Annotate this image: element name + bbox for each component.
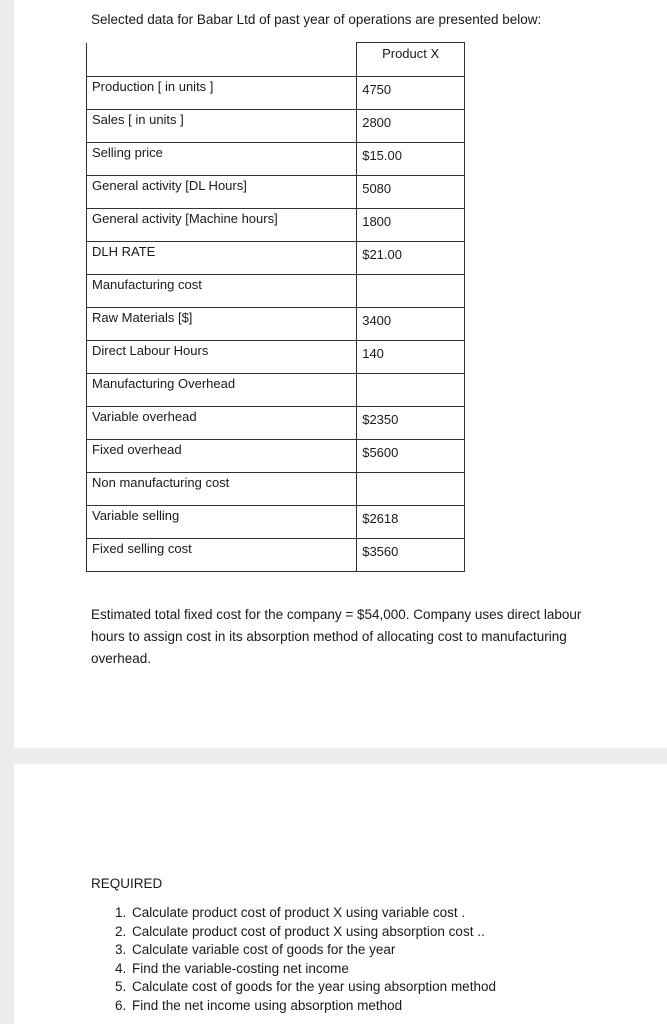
table-row: [87, 407, 465, 440]
list-item: 3. Calculate variable cost of goods for the year: [130, 941, 496, 960]
row-label: Variable overhead: [87, 407, 357, 440]
table-row: [87, 440, 465, 473]
row-label: General activity [Machine hours]: [87, 209, 357, 242]
row-label: Fixed overhead: [87, 440, 357, 473]
table-row: [87, 506, 465, 539]
table-row: [87, 308, 465, 341]
row-label: Fixed selling cost: [87, 539, 357, 572]
row-value: $3560: [357, 539, 465, 572]
row-label: DLH RATE: [87, 242, 357, 275]
row-label: Non manufacturing cost: [87, 473, 357, 506]
table-row: [87, 242, 465, 275]
row-value: $21.00: [357, 242, 465, 275]
table-row: [87, 473, 465, 506]
row-value: $15.00: [357, 143, 465, 176]
row-label: Sales [ in units ]: [87, 110, 357, 143]
header-empty-cell: [87, 43, 357, 77]
list-item: 1. Calculate product cost of product X using variable cost .: [130, 904, 496, 923]
row-value: 4750: [357, 77, 465, 110]
row-label: Manufacturing cost: [87, 275, 357, 308]
row-value: 2800: [357, 110, 465, 143]
list-item: 4. Find the variable-costing net income: [130, 960, 496, 979]
row-value: [357, 275, 465, 308]
list-item: 6. Find the net income using absorption method: [130, 997, 496, 1016]
row-label: Direct Labour Hours: [87, 341, 357, 374]
table-row: [87, 341, 465, 374]
table-row: [87, 110, 465, 143]
document-page-1: [14, 0, 667, 748]
required-list: [110, 904, 496, 1016]
row-value: $2350: [357, 407, 465, 440]
required-heading: REQUIRED: [91, 876, 163, 891]
row-label: Selling price: [87, 143, 357, 176]
row-value: 5080: [357, 176, 465, 209]
table-row: [87, 209, 465, 242]
document-page-2: [14, 764, 667, 1024]
estimate-paragraph: Estimated total fixed cost for the company = $54,000. Company uses direct labour hours to assign cost in its absorption method of allocating cost to manufacturing overhead.: [91, 607, 582, 666]
row-value: $2618: [357, 506, 465, 539]
row-value: [357, 374, 465, 407]
data-table: [86, 42, 465, 572]
list-item: 2. Calculate product cost of product X using absorption cost ..: [130, 923, 496, 942]
table-row: [87, 77, 465, 110]
table-header-row: [87, 43, 465, 77]
table-row: [87, 374, 465, 407]
table-row: [87, 275, 465, 308]
row-label: Variable selling: [87, 506, 357, 539]
header-product-x: Product X: [357, 43, 465, 77]
table-row: [87, 143, 465, 176]
row-label: General activity [DL Hours]: [87, 176, 357, 209]
intro-text: Selected data for Babar Ltd of past year of operations are presented below:: [91, 12, 542, 27]
row-value: [357, 473, 465, 506]
list-item: 5. Calculate cost of goods for the year using absorption method: [130, 978, 496, 997]
row-value: 3400: [357, 308, 465, 341]
row-label: Raw Materials [$]: [87, 308, 357, 341]
row-label: Production [ in units ]: [87, 77, 357, 110]
row-value: 1800: [357, 209, 465, 242]
table-row: [87, 539, 465, 572]
row-value: $5600: [357, 440, 465, 473]
table-row: [87, 176, 465, 209]
row-label: Manufacturing Overhead: [87, 374, 357, 407]
row-value: 140: [357, 341, 465, 374]
